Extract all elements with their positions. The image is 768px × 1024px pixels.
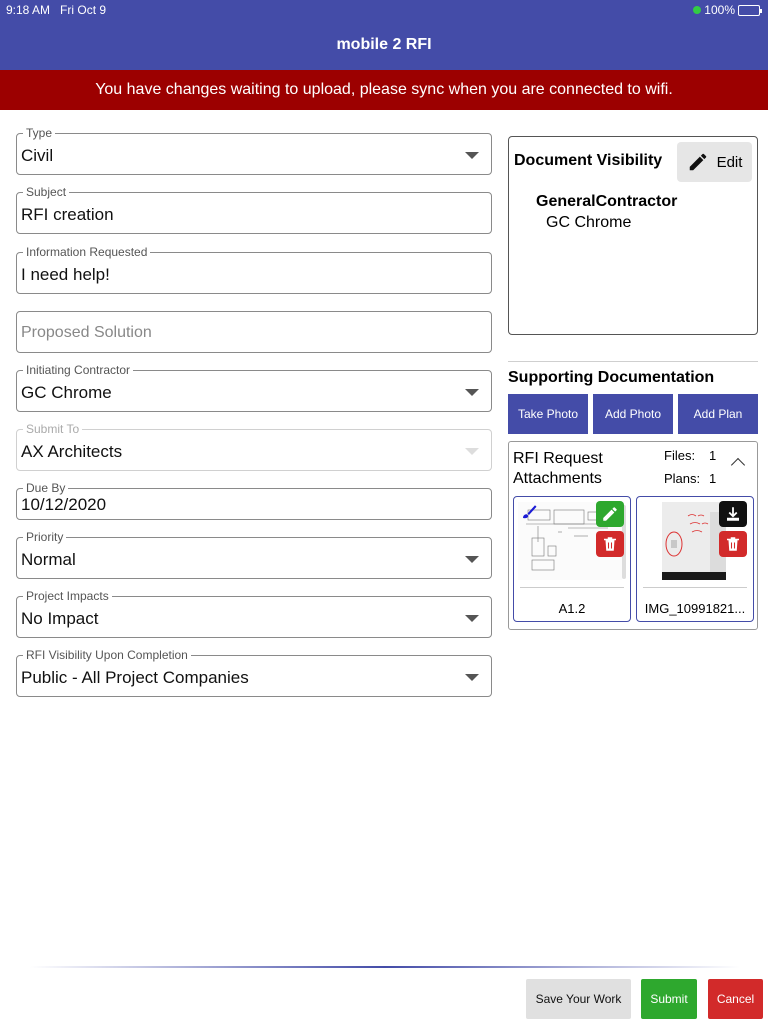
sync-warning-banner: You have changes waiting to upload, please sync when you are connected to wifi. <box>0 70 768 110</box>
project-impacts-select[interactable] <box>16 589 492 638</box>
status-battery <box>693 3 760 17</box>
attachment-caption: A1.2 <box>558 601 586 616</box>
edit-visibility-button[interactable] <box>677 142 752 182</box>
priority-value: Normal <box>21 550 76 569</box>
card-separator <box>520 587 624 588</box>
information-requested-label: Information Requested <box>23 245 150 259</box>
attachments-panel <box>508 441 758 630</box>
attachment-card-photo[interactable] <box>636 496 754 622</box>
information-requested-field[interactable] <box>16 245 492 294</box>
app-header <box>0 0 768 70</box>
pencil-icon <box>687 151 709 173</box>
files-label: Files: <box>664 448 696 463</box>
initiating-contractor-label: Initiating Contractor <box>23 363 133 377</box>
caret-down-icon <box>465 615 479 622</box>
initiating-contractor-select[interactable] <box>16 363 492 412</box>
caret-down-icon <box>465 448 479 455</box>
download-icon <box>724 505 742 523</box>
section-divider <box>508 361 758 362</box>
priority-select[interactable] <box>16 530 492 579</box>
wifi-dot-icon <box>693 6 701 14</box>
edit-attachment-button[interactable] <box>596 501 624 527</box>
type-value: Civil <box>21 146 54 165</box>
status-date: Fri Oct 9 <box>60 3 107 17</box>
attachment-card-plan[interactable] <box>513 496 631 622</box>
save-your-work-button[interactable]: Save Your Work <box>526 979 631 1019</box>
type-select[interactable] <box>16 126 492 175</box>
visibility-member: GC Chrome <box>546 214 632 231</box>
markup-brush-icon[interactable] <box>517 500 541 524</box>
submit-to-select <box>16 422 492 471</box>
proposed-solution-placeholder: Proposed Solution <box>21 324 152 341</box>
due-by-label: Due By <box>23 481 68 495</box>
project-impacts-value: No Impact <box>21 609 99 628</box>
plans-label: Plans: <box>664 471 701 486</box>
priority-label: Priority <box>23 530 66 544</box>
card-separator <box>643 587 747 588</box>
due-by-value: 10/12/2020 <box>21 495 107 514</box>
caret-down-icon <box>465 556 479 563</box>
take-photo-button[interactable]: Take Photo <box>508 394 588 434</box>
rfi-visibility-value: Public - All Project Companies <box>21 668 249 687</box>
caret-down-icon <box>465 152 479 159</box>
collapse-chevron-icon[interactable] <box>731 458 745 472</box>
information-requested-value: I need help! <box>21 265 110 284</box>
page-title: mobile 2 RFI <box>336 36 432 53</box>
status-clock: 9:18 AM <box>6 3 51 17</box>
type-label: Type <box>23 126 55 140</box>
supporting-documentation-heading: Supporting Documentation <box>508 369 715 386</box>
edit-label: Edit <box>716 153 743 171</box>
footer-divider <box>30 966 740 968</box>
files-count-value: 1 <box>709 448 717 463</box>
delete-attachment-button[interactable] <box>596 531 624 557</box>
visibility-company: GeneralContractor <box>536 193 678 210</box>
subject-label: Subject <box>23 185 69 199</box>
cancel-button[interactable]: Cancel <box>708 979 763 1019</box>
document-visibility-heading: Document Visibility <box>514 152 663 169</box>
proposed-solution-field[interactable] <box>16 311 492 353</box>
trash-icon <box>724 535 742 553</box>
document-visibility-panel <box>508 136 758 335</box>
delete-attachment-button[interactable] <box>719 531 747 557</box>
subject-value: RFI creation <box>21 205 114 224</box>
caret-down-icon <box>465 389 479 396</box>
plans-count-value: 1 <box>709 471 717 486</box>
due-by-field[interactable] <box>16 481 492 520</box>
rfi-visibility-select[interactable] <box>16 648 492 697</box>
add-plan-button[interactable]: Add Plan <box>678 394 758 434</box>
project-impacts-label: Project Impacts <box>23 589 112 603</box>
submit-to-value: AX Architects <box>21 442 123 461</box>
attachments-title: RFI Request Attachments <box>513 450 603 487</box>
photo-thumbnail <box>662 502 726 580</box>
rfi-visibility-label: RFI Visibility Upon Completion <box>23 648 191 662</box>
battery-level: 100% <box>704 3 735 17</box>
pencil-icon <box>601 505 619 523</box>
subject-field[interactable] <box>16 185 492 234</box>
caret-down-icon <box>465 674 479 681</box>
submit-to-label: Submit To <box>23 422 82 436</box>
add-photo-button[interactable]: Add Photo <box>593 394 673 434</box>
plans-count <box>664 471 717 486</box>
submit-button[interactable]: Submit <box>641 979 697 1019</box>
initiating-contractor-value: GC Chrome <box>21 383 112 402</box>
status-time <box>6 3 106 17</box>
battery-icon <box>738 5 760 16</box>
files-count <box>664 448 717 463</box>
attachment-caption: IMG_10991821... <box>644 601 746 616</box>
trash-icon <box>601 535 619 553</box>
download-attachment-button[interactable] <box>719 501 747 527</box>
